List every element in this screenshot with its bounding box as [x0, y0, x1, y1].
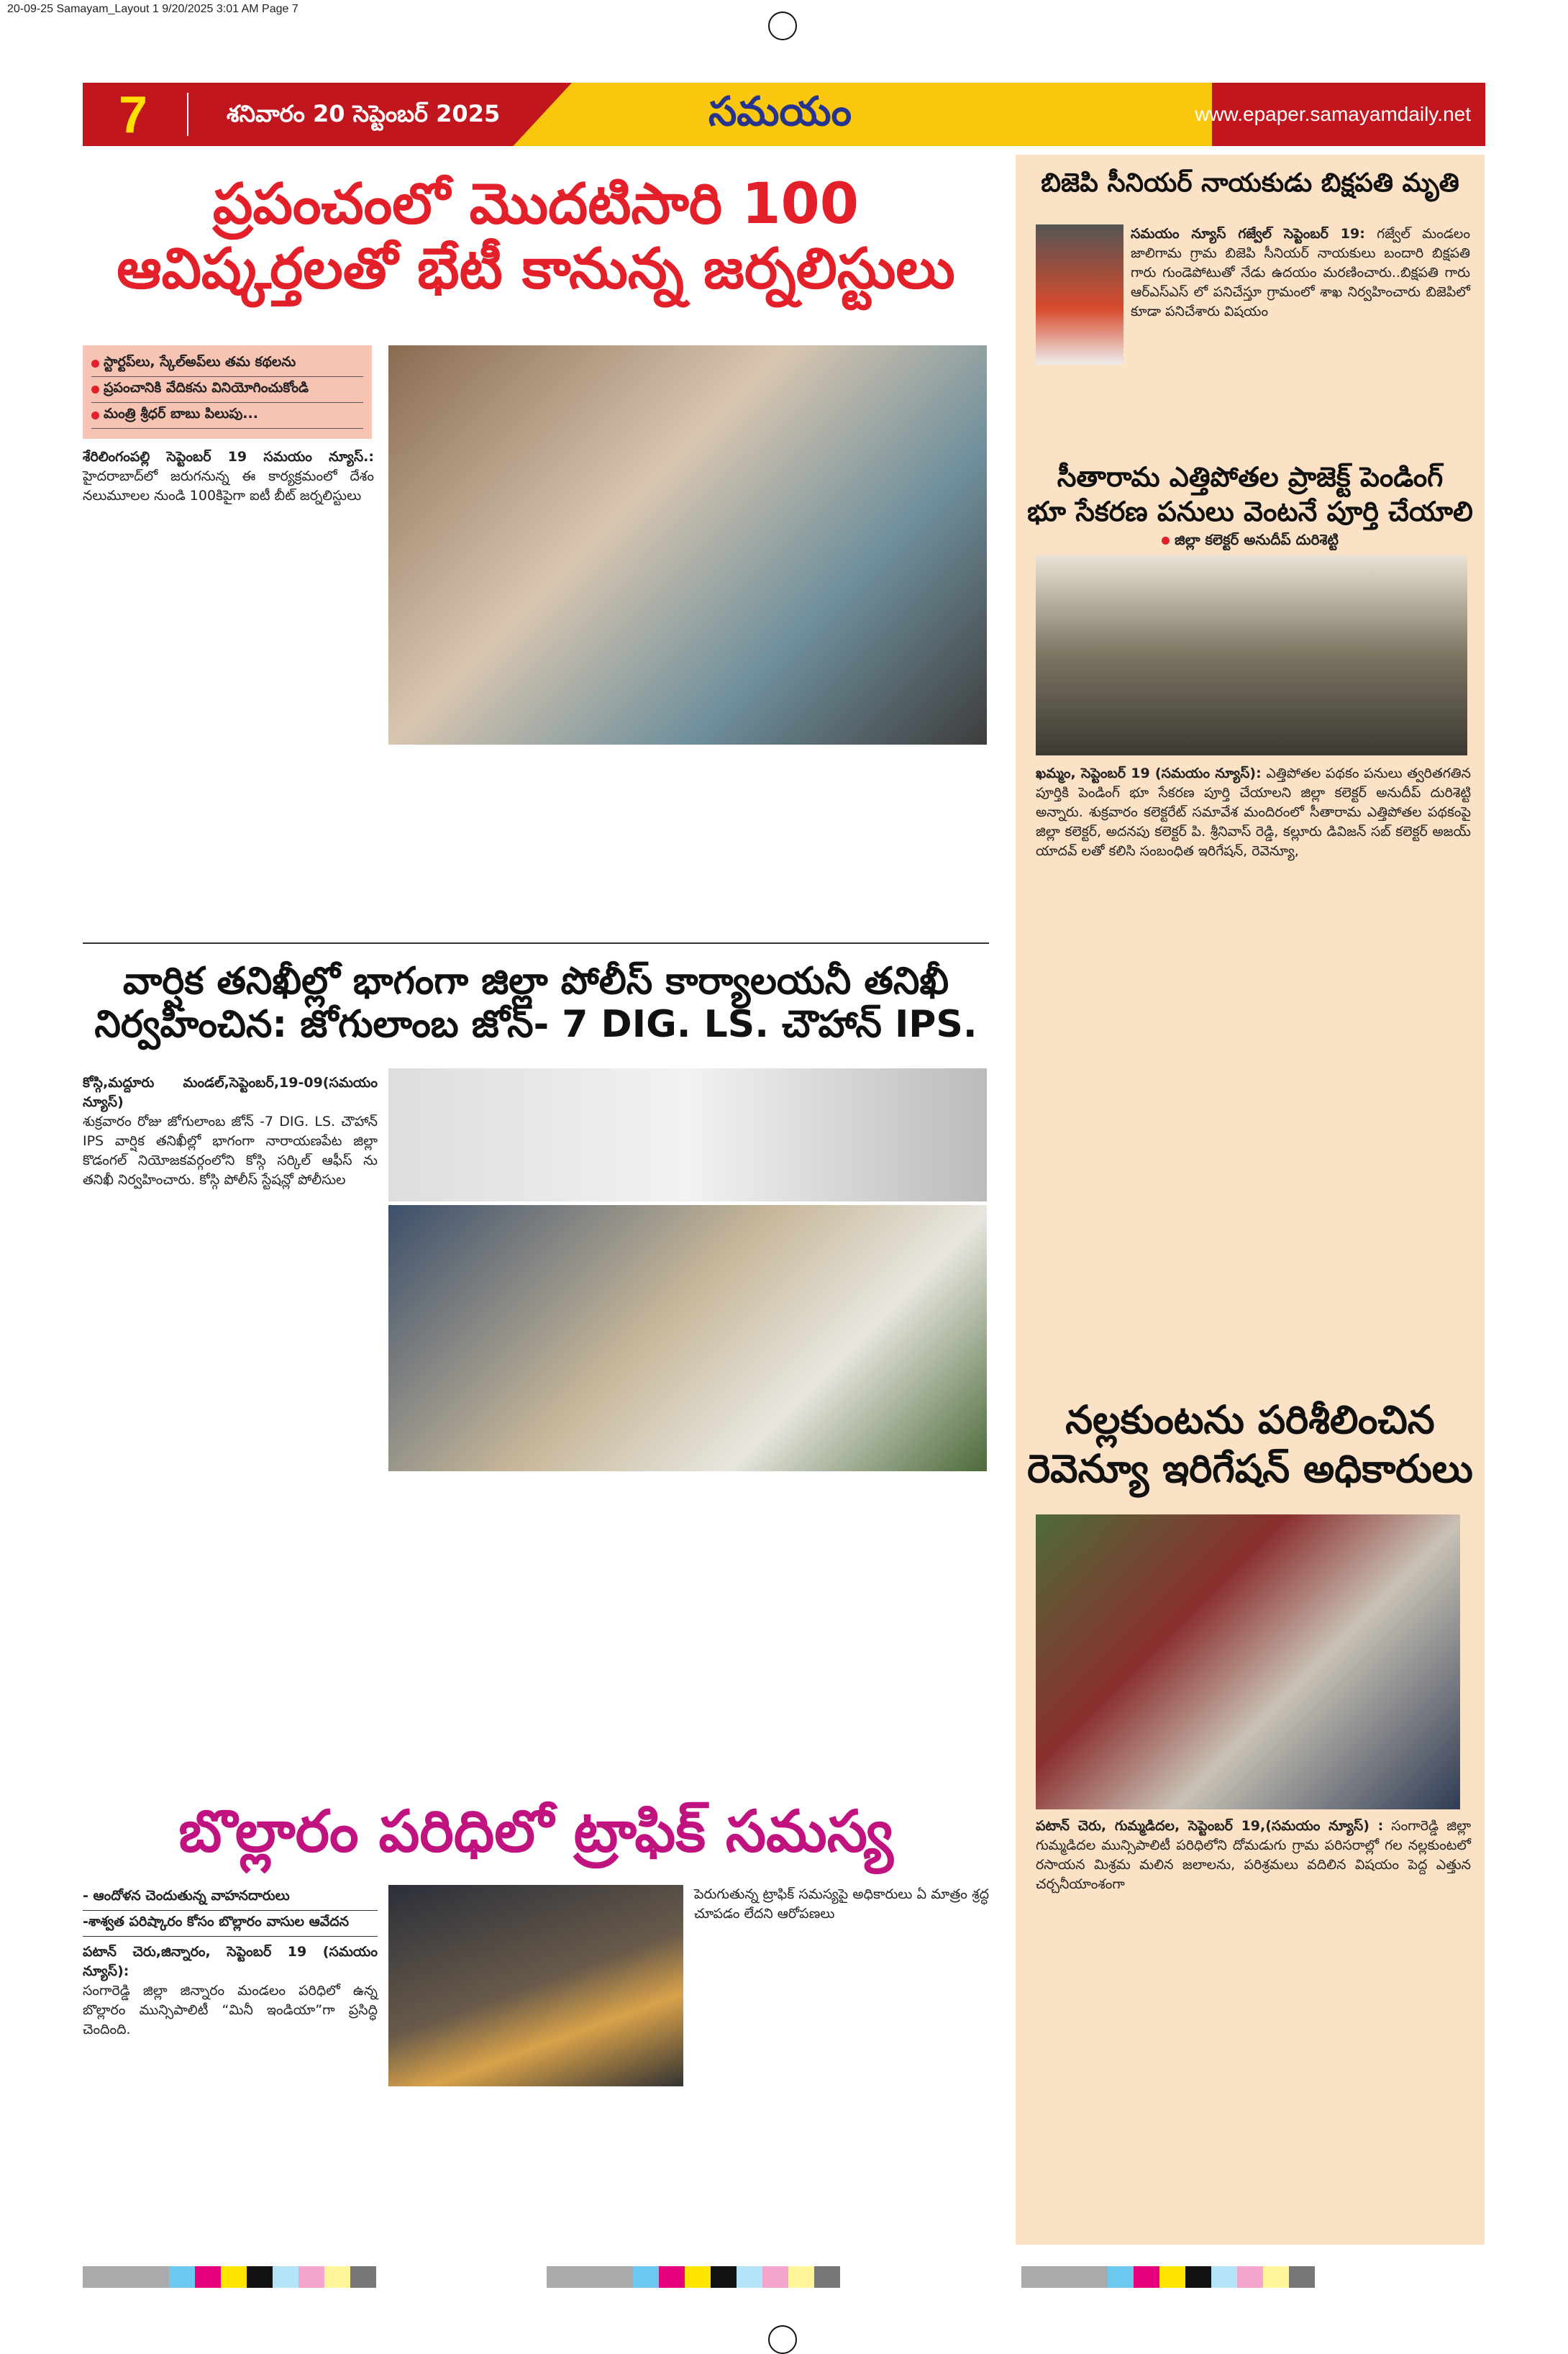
- epaper-url[interactable]: www.epaper.samayamdaily.net: [1195, 103, 1471, 125]
- story2-headline: వార్షిక తనిఖీల్లో భాగంగా జిల్లా పోలీస్ కార్యాలయనీ తనిఖీ నిర్వహించిన: జోగులాంబ జోన్- 7 DIG. LS. చౌహాన్ IPS.: [94, 960, 977, 1046]
- sidebar-story-c-text: పటాన్ చెరు, గుమ్మడిదల, సెప్టెంబర్ 19,(సమయం న్యూస్) : సంగారెడ్డి జిల్లా గుమ్మడిదల మున్సిపాలిటీ పరిధిలోని దోమడుగు గ్రామ పరిసరాల్లో గల నల్లకుంటలో రసాయన మిశ్రమ మలిన జలాలను, పరిశ్రమలు వదిలిన విషయం పెద్ద ఎత్తున చర్చనీయాంశంగా: [1036, 1818, 1471, 1892]
- sidebar-story-a-photo: [1036, 224, 1123, 365]
- print-slug: 20-09-25 Samayam_Layout 1 9/20/2025 3:01 AM Page 7: [7, 3, 298, 15]
- page-number: 7: [119, 86, 148, 144]
- story1-bullets: స్టార్టప్‌లు, స్కేల్‌అప్‌లు తమ కథలను ప్రపంచానికి వేదికను వినియోగించుకోండి మంత్రి శ్రీధర్ బాబు పిలుపు...: [83, 345, 372, 439]
- print-color-bar: [547, 2266, 840, 2288]
- divider: [83, 942, 989, 944]
- sidebar-story-b-headline: సీతారామ ఎత్తిపోతల ప్రాజెక్ట్ పెండింగ్ భూ సేకరణ పనులు వెంటనే పూర్తి చేయాలి: [1027, 461, 1473, 527]
- story3-traffic-photo: [388, 1885, 683, 2086]
- story1-text: శేరిలింగంపల్లి సెప్టెంబర్ 19 సమయం న్యూస్.: హైదరాబాద్‌లో జరుగనున్న ఈ కార్యక్రమంలో దేశం నలుమూలల నుండి 100కిపైగా ఐటీ బీట్ జర్నలిస్టులు: [83, 449, 374, 504]
- story2-photo-plantation: [388, 1205, 987, 1471]
- newspaper-logo: సమయం: [708, 88, 852, 135]
- story2-photo-parade: [388, 1068, 987, 1201]
- sidebar-story-b-photo: [1036, 555, 1467, 755]
- story3-subheads: - ఆందోళన చెందుతున్న వాహనదారులు -శాశ్వత పరిష్కారం కోసం బొల్లారం వాసుల ఆవేదన: [83, 1885, 378, 1937]
- sidebar-story-b-subhead: జిల్లా కలెక్టర్ అనుదీప్ దురిశెట్టి: [1016, 531, 1485, 552]
- registration-mark-icon: [768, 12, 797, 40]
- sidebar-story-c-photo: [1036, 1514, 1460, 1809]
- sidebar-story-a-headline: బిజెపి సీనియర్ నాయకుడు బిక్షపతి మృతి: [1041, 168, 1459, 198]
- print-color-bar: [1021, 2266, 1315, 2288]
- story3-text-right: పెరుగుతున్న ట్రాఫిక్ సమస్యపై అధికారులు ఏ మాత్రం శ్రద్ధ చూపడం లేదని ఆరోపణలు: [694, 1886, 989, 1922]
- story1-headline: ప్రపంచంలో మొదటిసారి 100 ఆవిష్కర్తలతో భేటీ కానున్న జర్నలిస్టులు: [117, 172, 955, 301]
- sidebar-story-c-headline: నల్లకుంటను పరిశీలించిన రెవెన్యూ ఇరిగేషన్ అధికారులు: [1027, 1397, 1473, 1491]
- sidebar-story-a-text: సమయం న్యూస్ గజ్వేల్ సెప్టెంబర్ 19: గజ్వేల్ మండలం జాలిగామ గ్రామ బిజెపి సీనియర్ నాయకులు బందారి బిక్షపతి గారు గుండెపోటుతో నేడు ఉదయం మరణించారు..బిక్షపతి గారు ఆర్ఎస్ఎస్ లో పనిచేస్తూ గ్రామంలో శాఖ నిర్వహించారు బిజెపిలో కూడా పనిచేశారు విషయం: [1131, 226, 1470, 319]
- story1-photo: [388, 345, 987, 745]
- story3-text: పటాన్ చెరు,జిన్నారం, సెప్టెంబర్ 19 (సమయం న్యూస్): సంగారెడ్డి జిల్లా జిన్నారం మండలం పరిధిలో ఉన్న బొల్లారం మున్సిపాలిటీ “మినీ ఇండియా”గా ప్రసిద్ధి చెందింది.: [83, 1944, 378, 2037]
- print-color-bar: [83, 2266, 376, 2288]
- story3-headline: బొల్లారం పరిధిలో ట్రాఫిక్ సమస్య: [178, 1798, 893, 1865]
- sidebar-story-b-text: ఖమ్మం, సెప్టెంబర్ 19 (సమయం న్యూస్): ఎత్తిపోతల పథకం పనులు త్వరితగతిన పూర్తికి పెండింగ్ భూ సేకరణ పూర్తి చేయాలని జిల్లా కలెక్టర్ అనుదీప్ దురిశెట్టి అన్నారు. శుక్రవారం కలెక్టరేట్ సమావేశ మందిరంలో సీతారామ ఎత్తిపోతల పథకంపై జిల్లా కలెక్టర్, అదనపు కలెక్టర్ పి. శ్రీనివాస్ రెడ్డి, కల్లూరు డివిజన్ సబ్ కలెక్టర్ అజయ్ యాదవ్ లతో కలిసి సంబంధిత ఇరిగేషన్, రెవెన్యూ,: [1036, 765, 1472, 859]
- story2-text: కోస్గి,మద్దూరు మండల్,సెప్టెంబర్,19-09(సమయం న్యూస్) శుక్రవారం రోజు జోగులాంబ జోన్ -7 DIG. LS. చౌహాన్ IPS వార్షిక తనిఖీల్లో భాగంగా నారాయణపేట జిల్లా కొడంగల్ నియోజకవర్గంలోని కోస్గి సర్కిల్ ఆఫీస్ ను తనిఖీ నిర్వహించారు. కోస్గి పోలీస్ స్టేషన్లో పోలీసుల: [83, 1075, 378, 1188]
- issue-date: శనివారం 20 సెప్టెంబర్ 2025: [227, 100, 501, 127]
- masthead: [83, 83, 1485, 146]
- registration-mark-icon: [768, 2325, 797, 2354]
